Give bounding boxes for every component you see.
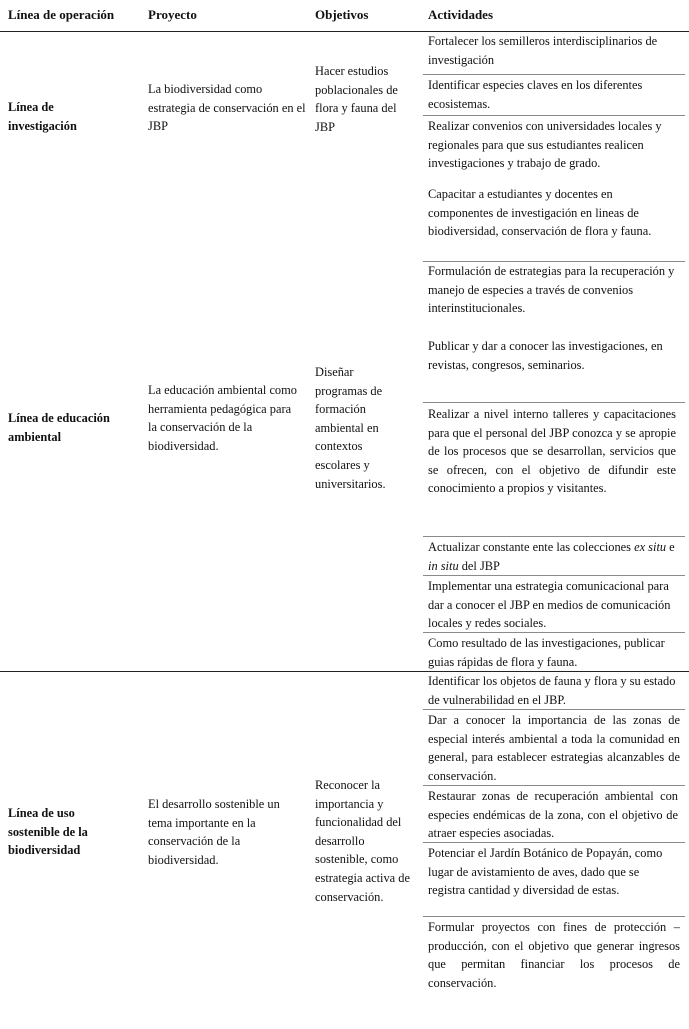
activity-divider [423,74,685,75]
row-investigacion-proyecto: La biodiversidad como estrategia de conservación en el JBP [148,82,306,134]
row-uso-sostenible-proyecto: El desarrollo sostenible un tema importante en la conservación de la biodiversidad. [148,797,280,867]
activity-item: Identificar especies claves en los diferentes ecosistemas. [428,78,643,111]
activity-divider [423,632,685,633]
activity-item [428,538,678,575]
activity-text: e [666,540,675,554]
row-educacion-linea: Línea de educación ambiental [8,411,110,444]
activity-item: Realizar convenios con universidades locales y regionales para que sus estudiantes realicen investigaciones y trabajo de grado. [428,119,662,171]
activity-item: Formular proyectos con fines de protección – producción, con el objetivo que generar ingresos que permitan financiar los procesos de conservación. [428,920,680,990]
header-objetivos: Objetivos [315,7,369,22]
activity-item: Dar a conocer la importancia de las zonas de especial interés ambiental a toda la comunidad en general, para establecer estrategias alcanzables de conservación. [428,713,680,783]
row-investigacion-objetivos: Hacer estudios poblacionales de flora y fauna del JBP [315,64,398,134]
activity-item: Identificar los objetos de fauna y flora y su estado de vulnerabilidad en el JBP. [428,674,676,707]
activity-divider [423,842,685,843]
activity-text: del JBP [458,558,500,573]
activity-item: Publicar y dar a conocer las investigaciones, en revistas, congresos, seminarios. [428,339,663,372]
activity-item: Potenciar el Jardín Botánico de Popayán, como lugar de avistamiento de aves, dado que se registra cantidad y diversidad de estas. [428,846,663,898]
activity-divider [423,785,685,786]
activity-italic-in-situ: in situ [428,558,459,573]
activity-text: Actualizar constante ente las colecciones [428,540,635,554]
row-educacion-proyecto: La educación ambiental como herramienta pedagógica para la conservación de la biodiversidad. [148,383,297,453]
activity-item: Como resultado de las investigaciones, publicar guias rápidas de flora y fauna. [428,636,665,669]
activity-item: Restaurar zonas de recuperación ambiental con especies endémicas de la zona, con el objetivo de atraer especies asociadas. [428,789,678,841]
activity-divider [423,916,685,917]
row-educacion-objetivos: Diseñar programas de formación ambiental en contextos escolares y universitarios. [315,365,386,491]
header-linea: Línea de operación [8,7,115,22]
activity-divider [423,115,685,116]
activity-divider [423,536,685,537]
header-proyecto: Proyecto [148,7,197,22]
row-uso-sostenible-linea: Línea de uso sostenible de la biodiversidad [8,806,88,858]
activity-item: Realizar a nivel interno talleres y capacitaciones para que el personal del JBP conozca y se apropie de los procesos que se desarrollan, servicios que se ofrecen, con el objetivo de difundir este conocimiento a propios y visitantes. [428,407,676,496]
activity-divider [423,575,685,576]
row-uso-sostenible-objetivos: Reconocer la importancia y funcionalidad del desarrollo sostenible, como estrategia activa de conservación. [315,778,410,904]
activity-item: Fortalecer los semilleros interdisciplinarios de investigación [428,34,658,67]
activity-item: Capacitar a estudiantes y docentes en componentes de investigación en lineas de biodiversidad, conservación de flora y fauna. [428,187,652,239]
header-actividades: Actividades [428,7,493,22]
activity-divider [423,709,685,710]
activity-italic-ex-situ: ex situ [634,540,667,554]
activity-item: Formulación de estrategias para la recuperación y manejo de especies a través de convenios interinstitucionales. [428,264,675,316]
row-investigacion-linea: Línea de investigación [8,100,77,133]
activity-divider [423,402,685,403]
activity-item: Implementar una estrategia comunicacional para dar a conocer el JBP en medios de comunicación locales y redes sociales. [428,579,671,631]
